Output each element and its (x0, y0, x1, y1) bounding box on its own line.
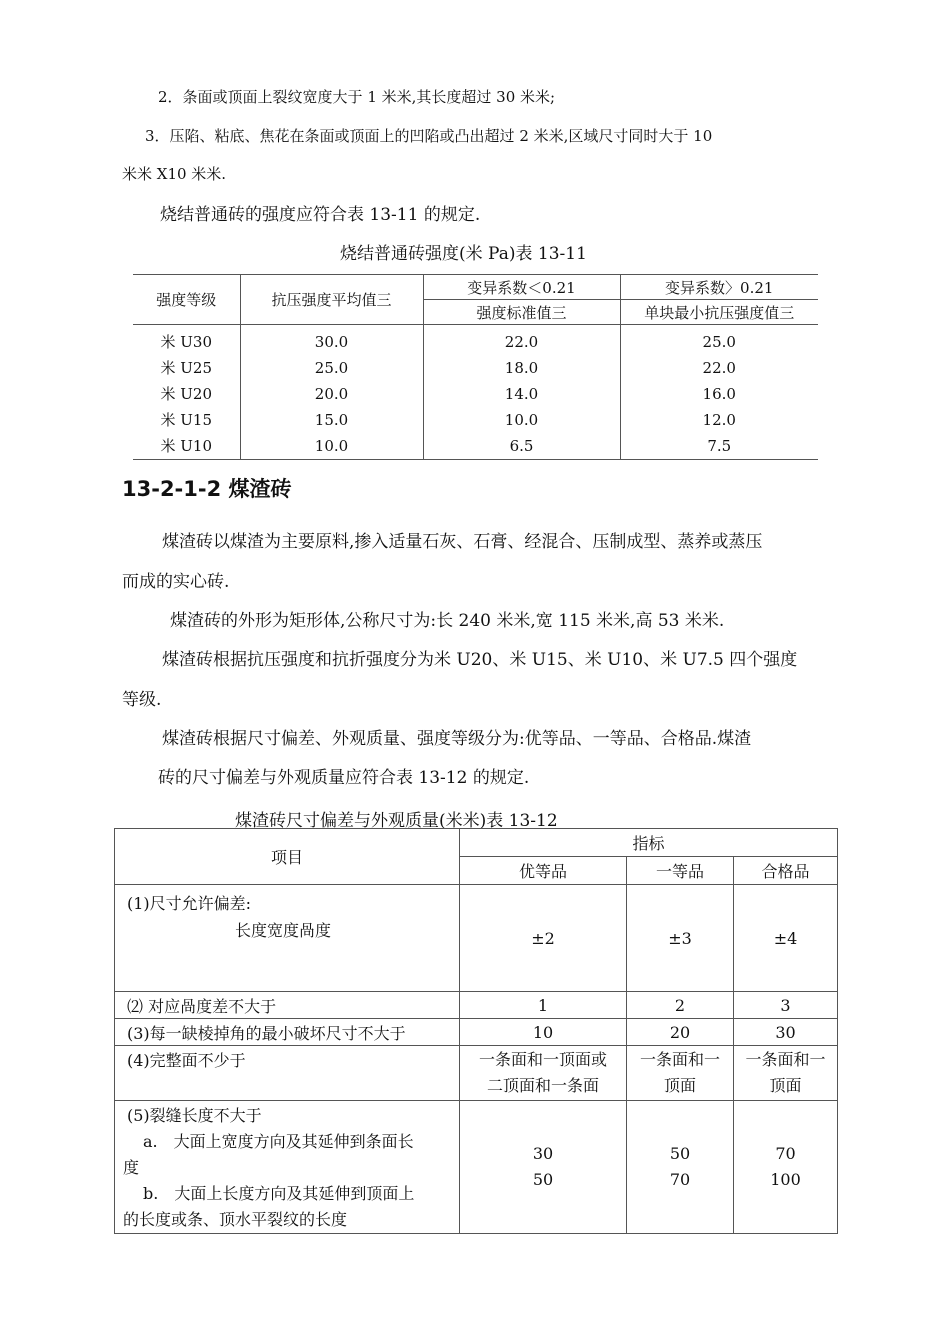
table-cell: ±2 (460, 885, 627, 992)
table-cell: 2 (627, 992, 734, 1019)
header-item: 项目 (115, 829, 460, 885)
table-row (115, 992, 838, 1019)
row3-label: (3)每一缺棱掉角的最小破坏尺寸不大于 (115, 1019, 460, 1046)
grade-column (133, 325, 240, 460)
row1-label-cell (115, 885, 460, 992)
table-cell (627, 1046, 734, 1101)
row5-a-line2: 度 (123, 1158, 140, 1177)
cell-line: 一条面和一 (745, 1050, 826, 1069)
table-header-row (133, 275, 818, 300)
cell-line: 70 (669, 1170, 691, 1189)
list-item-2: 2．条面或顶面上裂纹宽度大于 1 米米,其长度超过 30 米米; (158, 88, 556, 106)
cell-line: 二顶面和一条面 (486, 1076, 599, 1095)
table-cell: 7.5 (707, 437, 732, 455)
table-cell: 6.5 (509, 437, 534, 455)
table-cell: 30.0 (314, 333, 349, 351)
header-first: 一等品 (627, 857, 734, 885)
table-cell: 米 U10 (160, 437, 212, 455)
header-excellent: 优等品 (460, 857, 627, 885)
table-cell: 22.0 (504, 333, 539, 351)
cell-line: 100 (770, 1170, 801, 1189)
header-index: 指标 (460, 829, 838, 857)
table-row (115, 885, 838, 992)
row2-label: ⑵ 对应咼度差不大于 (115, 992, 460, 1019)
table2-caption: 煤渣砖尺寸偏差与外观质量(米米)表 13-12 (235, 811, 558, 831)
table-cell: 20.0 (314, 385, 349, 403)
table-header-row (115, 829, 838, 857)
cell-line: 一条面和一顶面或 (478, 1050, 607, 1069)
std-column (423, 325, 620, 460)
table-reference-note: 烧结普通砖的强度应符合表 13-11 的规定. (160, 205, 481, 225)
list-item-3-line1: 3．压陷、粘底、焦花在条面或顶面上的凹陷或凸出超过 2 米米,区域尺寸同时大于 10 (145, 127, 713, 145)
list-item-3-line2: 米米 X10 米米. (122, 165, 227, 183)
paragraph-2: 煤渣砖的外形为矩形体,公称尺寸为:长 240 米米,宽 115 米米,高 53 米米. (170, 611, 725, 631)
header-grade: 强度等级 (133, 275, 240, 325)
table-cell: 25.0 (314, 359, 349, 377)
row5-a-line1: a. 大面上宽度方向及其延伸到条面长 (143, 1132, 414, 1151)
table-cell: 米 U25 (160, 359, 212, 377)
table-cell: 18.0 (504, 359, 539, 377)
cell-line: 70 (775, 1144, 796, 1163)
paragraph-1-line1: 煤渣砖以煤渣为主要原料,掺入适量石灰、石膏、经混合、压制成型、蒸养或蒸压 (162, 532, 763, 552)
row4-label: (4)完整面不少于 (115, 1046, 460, 1101)
avg-column (240, 325, 423, 460)
table-cell: 10.0 (504, 411, 539, 429)
table-cell: 14.0 (504, 385, 539, 403)
table-cell: 3 (734, 992, 838, 1019)
paragraph-4-line2: 砖的尺寸偏差与外观质量应符合表 13-12 的规定. (158, 768, 530, 788)
table1-caption: 烧结普通砖强度(米 Pa)表 13-11 (340, 244, 587, 264)
table-cell: 10.0 (314, 437, 349, 455)
table-cell: 22.0 (702, 359, 736, 377)
row1-label: (1)尺寸允许偏差: (127, 894, 252, 913)
cell-line: 顶面 (663, 1076, 696, 1095)
header-cv-high: 变异系数〉0.21 (620, 275, 818, 300)
min-column (620, 325, 818, 460)
table-cell: 20 (627, 1019, 734, 1046)
table-cell: 米 U30 (160, 333, 212, 351)
section-heading: 13-2-1-2 煤渣砖 (122, 477, 292, 501)
cell-line: 50 (669, 1144, 691, 1163)
table-cell: 1 (460, 992, 627, 1019)
row5-b-line2: 的长度或条、顶水平裂纹的长度 (123, 1210, 348, 1229)
table-cell: 米 U20 (160, 385, 212, 403)
table-row (115, 1101, 838, 1234)
paragraph-4-line1: 煤渣砖根据尺寸偏差、外观质量、强度等级分为:优等品、一等品、合格品.煤渣 (162, 729, 752, 749)
cell-line: 30 (532, 1144, 554, 1163)
table-cell (627, 1101, 734, 1234)
table-cell: 米 U15 (160, 411, 212, 429)
table-cell: 30 (734, 1019, 838, 1046)
strength-table (133, 274, 818, 460)
table-cell (460, 1046, 627, 1101)
table-row (115, 1019, 838, 1046)
header-qualified: 合格品 (734, 857, 838, 885)
header-cv-low: 变异系数＜0.21 (423, 275, 620, 300)
header-std: 强度标准值三 (423, 300, 620, 325)
table-cell: 25.0 (702, 333, 736, 351)
paragraph-1-line2: 而成的实心砖. (122, 572, 230, 592)
table-cell: 16.0 (702, 385, 736, 403)
header-avg: 抗压强度平均值三 (240, 275, 423, 325)
cell-line: 一条面和一 (639, 1050, 720, 1069)
row5-label-cell (115, 1101, 460, 1234)
paragraph-3-line1: 煤渣砖根据抗压强度和抗折强度分为米 U20、米 U15、米 U10、米 U7.5 四个强度 (162, 650, 798, 670)
row1-sublabel: 长度宽度咼度 (235, 921, 332, 940)
table-cell: 10 (460, 1019, 627, 1046)
row5-label: (5)裂缝长度不大于 (127, 1106, 262, 1125)
table-cell (460, 1101, 627, 1234)
paragraph-3-line2: 等级. (122, 690, 162, 710)
cell-line: 顶面 (769, 1076, 802, 1095)
header-min: 单块最小抗压强度值三 (620, 300, 818, 325)
row5-b-line1: b. 大面上长度方向及其延伸到顶面上 (143, 1184, 415, 1203)
table-cell: 15.0 (314, 411, 349, 429)
table-cell: 12.0 (702, 411, 736, 429)
table-body (133, 325, 818, 460)
quality-table (114, 828, 838, 1234)
table-cell: ±4 (734, 885, 838, 992)
table-cell (734, 1046, 838, 1101)
table-cell (734, 1101, 838, 1234)
table-row (115, 1046, 838, 1101)
table-cell: ±3 (627, 885, 734, 992)
cell-line: 50 (532, 1170, 554, 1189)
